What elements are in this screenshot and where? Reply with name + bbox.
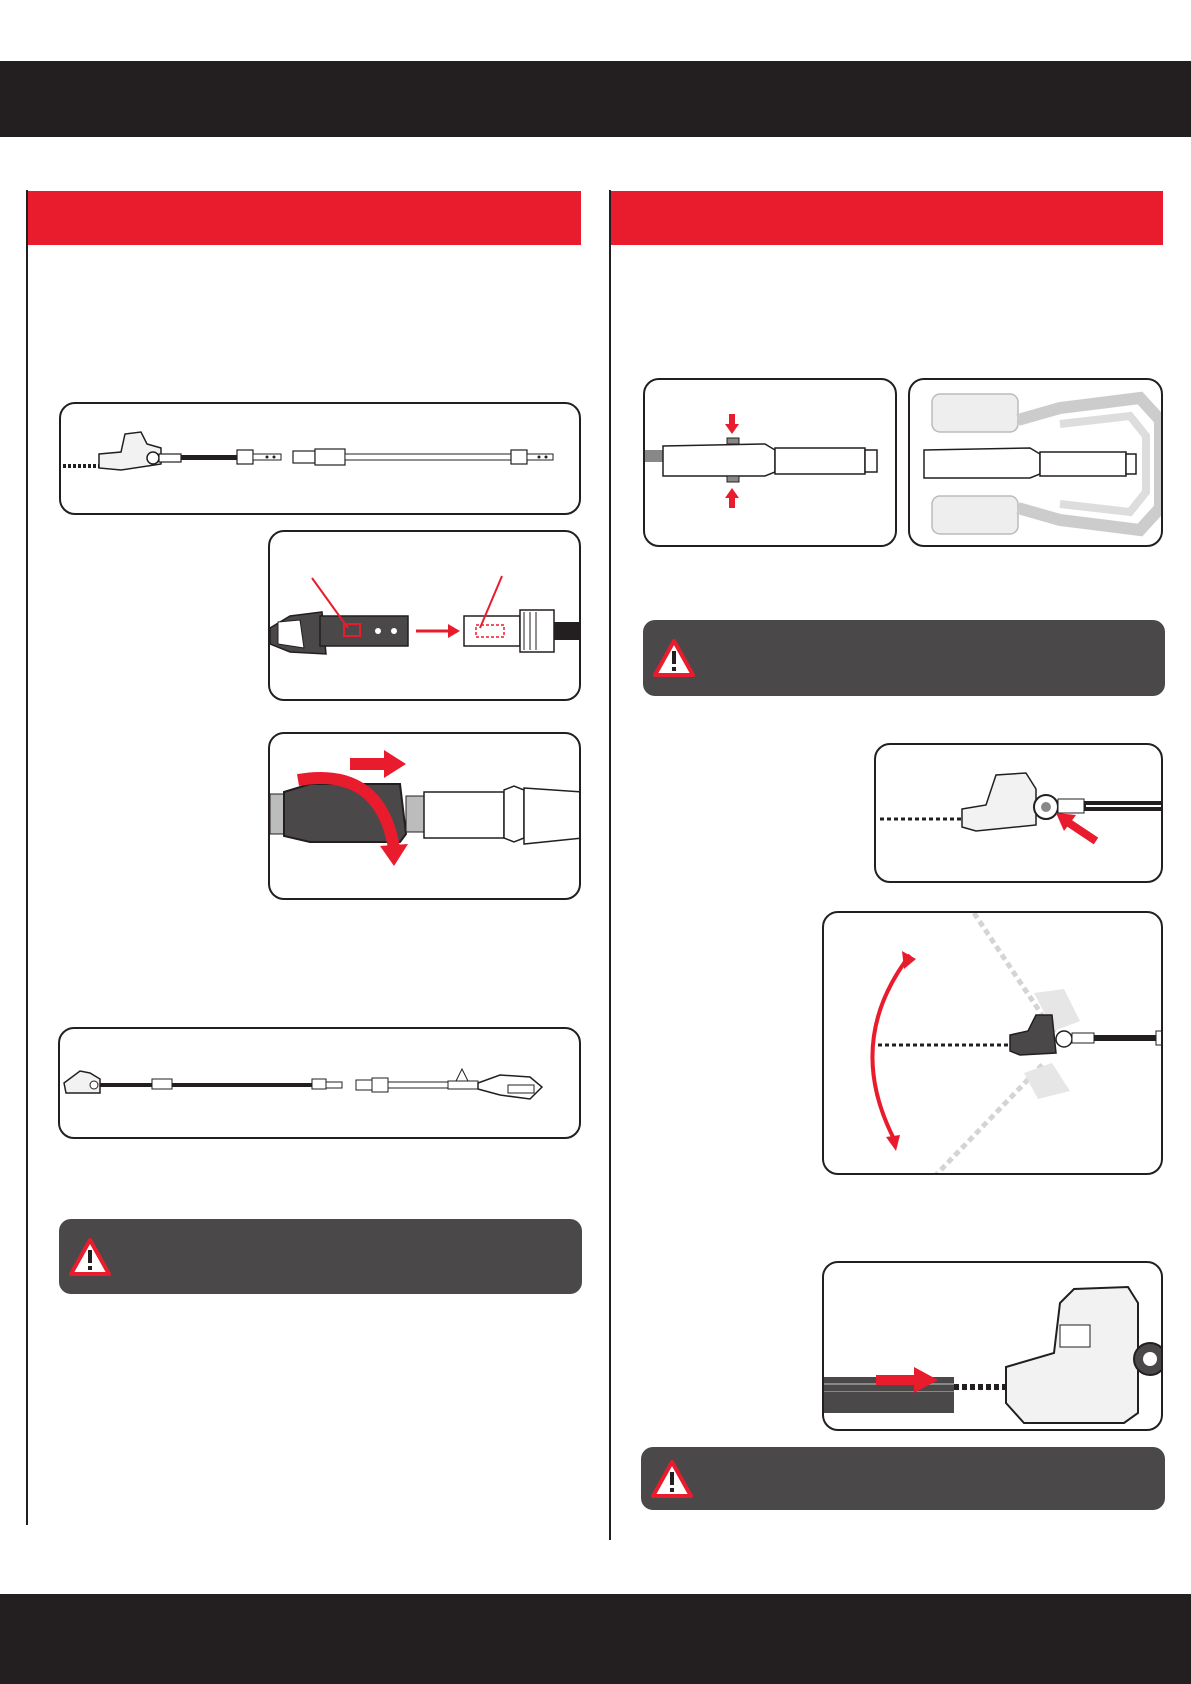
figure-twist-collar [268, 732, 581, 900]
top-header-band [0, 61, 1191, 137]
figure-blade-cover [822, 1261, 1163, 1431]
figure-head-angle [822, 911, 1163, 1175]
figure-trimmer-assembled [58, 1027, 581, 1139]
figure-release-buttons [643, 378, 897, 547]
coupling-alignment-illustration [270, 532, 581, 701]
warning-triangle-icon [653, 639, 695, 677]
twist-collar-illustration [270, 734, 581, 900]
right-warning-box-1 [643, 620, 1165, 696]
warning-triangle-icon [69, 1238, 111, 1276]
right-section-header [611, 191, 1163, 245]
head-angle-illustration [824, 913, 1163, 1175]
warning-triangle-icon [651, 1460, 693, 1498]
battery-handle-illustration [910, 380, 1163, 547]
trimmer-assembled-illustration [60, 1029, 581, 1139]
bottom-footer-band [0, 1594, 1191, 1684]
release-buttons-illustration [645, 380, 897, 547]
trimmer-parts-illustration [61, 404, 581, 515]
left-warning-box [59, 1219, 582, 1294]
right-column-rule [609, 190, 611, 1540]
left-section-header [28, 191, 581, 245]
figure-coupling-alignment [268, 530, 581, 701]
right-warning-box-2 [641, 1447, 1165, 1510]
figure-battery-handle [908, 378, 1163, 547]
blade-cover-illustration [824, 1263, 1163, 1431]
pivot-button-illustration [876, 745, 1163, 883]
left-column-rule [26, 190, 28, 1525]
figure-pivot-button [874, 743, 1163, 883]
figure-trimmer-parts [59, 402, 581, 515]
